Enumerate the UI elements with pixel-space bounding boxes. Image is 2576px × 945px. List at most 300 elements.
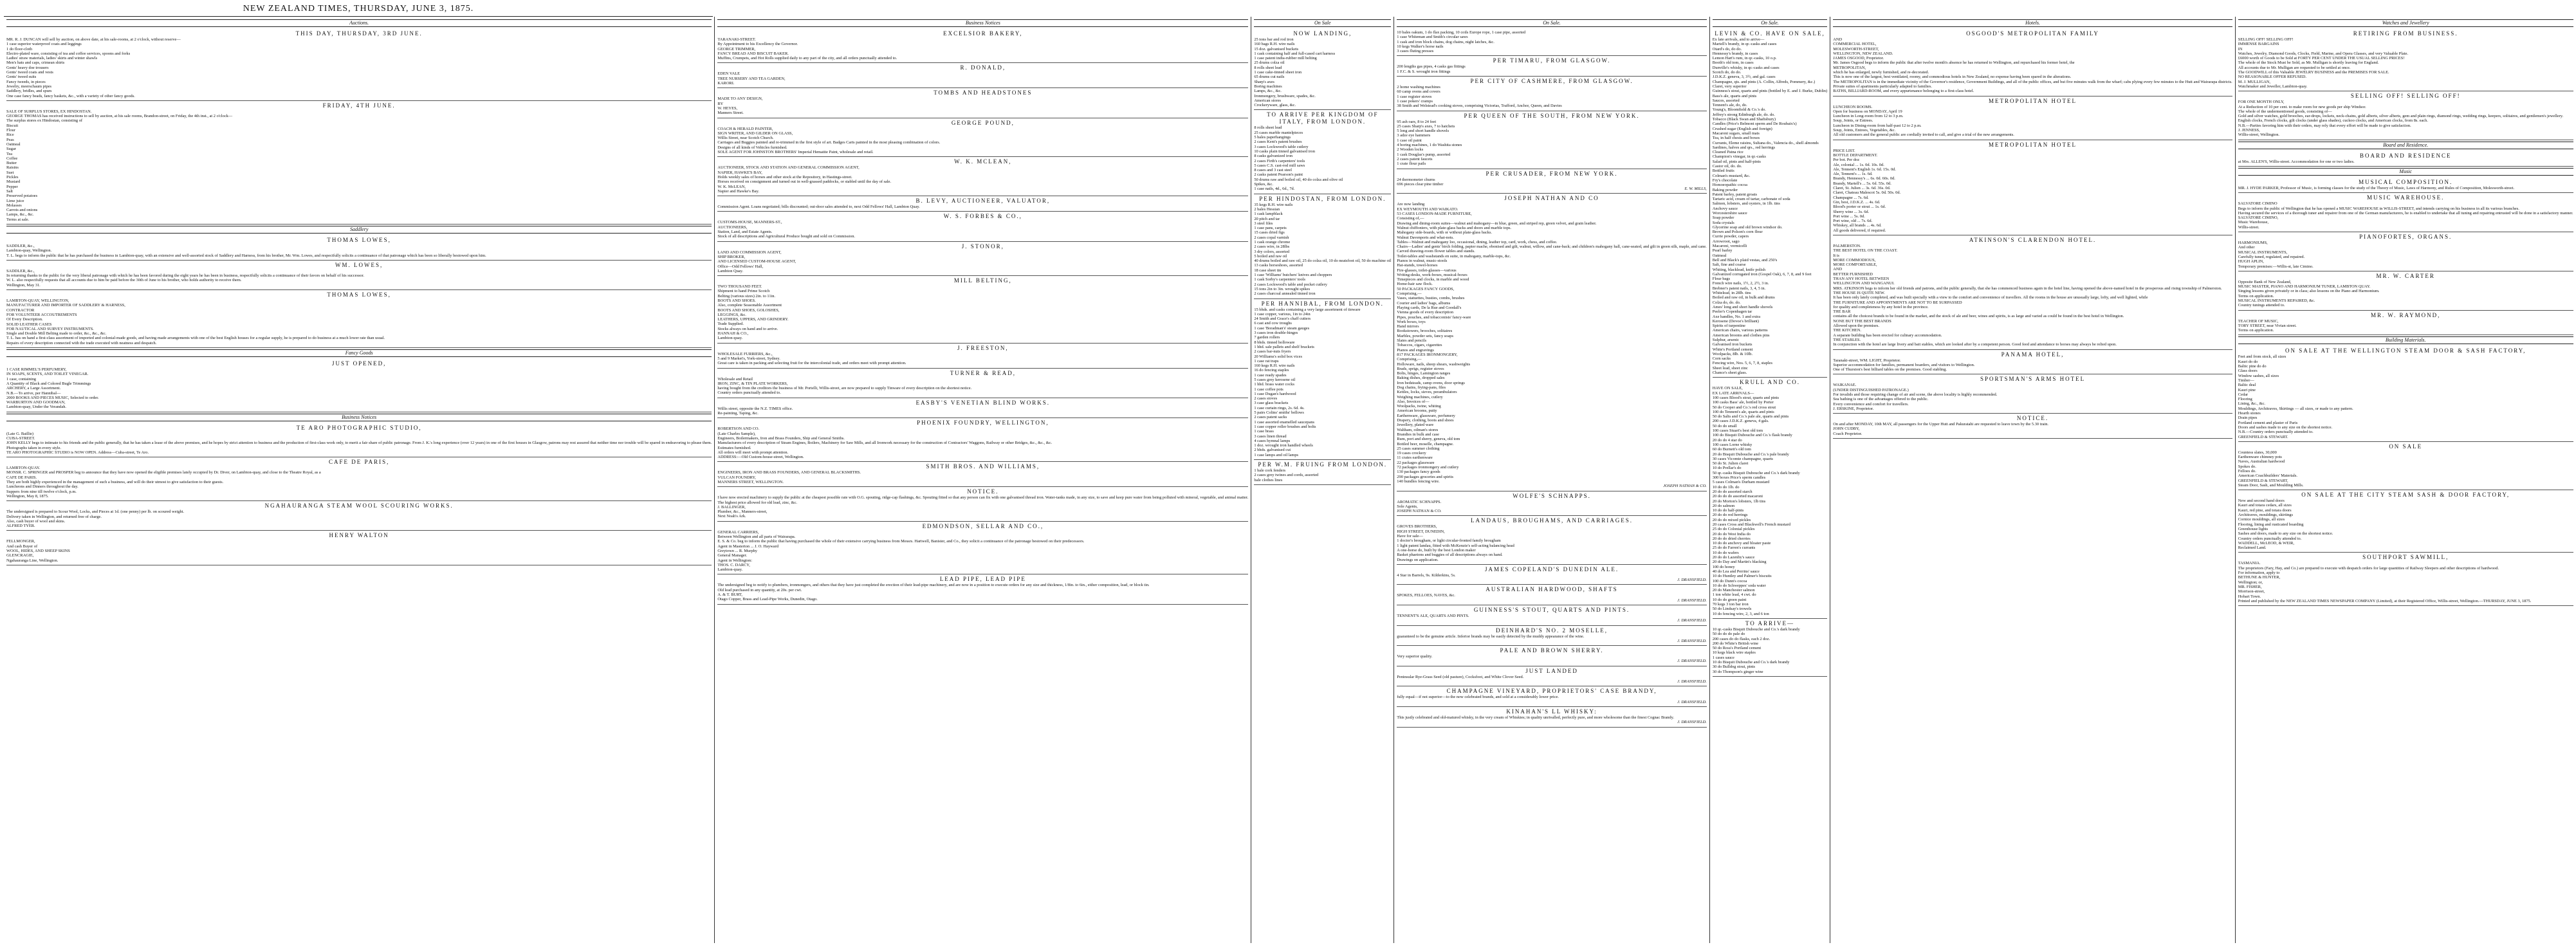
advertisement — [6, 261, 712, 290]
ad-text-line: Tennent's ale, do, do. — [1712, 103, 1747, 108]
ad-text-line: Whitelead, in 28lb. tins — [1712, 291, 1751, 296]
ad-text-line: Ironmongery, brushware, spades, &c. — [1254, 93, 1316, 98]
ad-text-line: A Quantity of Black and Colored Bugle Trimmings — [6, 381, 91, 386]
ad-text-line: Fancy tweeds, in pieces — [6, 79, 46, 84]
ad-text-line: 72 packages ironmongery and cutlery — [1397, 465, 1459, 470]
ad-text-line: Watches, Jewelry, Diamond Goods, Clocks, Field, Marine, and Opera Glasses, and very Valuable Plate. — [2238, 51, 2409, 56]
ad-text-line: SALVATORE CIMINO — [2238, 201, 2277, 206]
ad-text-line: Toilet-tables and washstands en suite, in mahogany, marble-tops, &c. — [1397, 253, 1511, 259]
ad-text-line: Designs of all kinds of Vehicles furnished. — [717, 145, 787, 150]
ad-text-line: 8 rolls sheet lead — [1254, 125, 1282, 131]
advertisement — [717, 522, 1248, 575]
ad-text-line: Luncheon in Long-room from 12 to 3 p.m. — [1833, 114, 1904, 119]
advertisement — [717, 418, 1248, 462]
ad-text-line: FELLMONGER, — [6, 539, 35, 544]
ad-text-line: Feet and from stock, all sizes — [2238, 354, 2286, 360]
ad-text-line: Willis-street. — [2238, 225, 2259, 230]
ad-text-line: 6 cast and cow troughs — [1254, 321, 1292, 326]
ad-text-line: 50 do Lindsay's trowels — [1712, 607, 1752, 612]
ad-text-line: Brebner's patent nails, 3, 4, 5 in. — [1712, 286, 1766, 291]
ad-text-line: Baking powder — [1712, 187, 1738, 192]
ad-text-line: Comprising,— — [1397, 291, 1422, 297]
ad-text-line: 15 doz. galvanised buckets — [1254, 46, 1299, 51]
ad-text-line: Manners Street. — [717, 111, 744, 116]
ad-text-line: CUSTOMS-HOUSE, MANNERS-ST., — [717, 220, 782, 225]
ad-title: EXCELSIOR BAKERY, — [943, 30, 1023, 37]
ad-text-line: 40 drums boiled and raw oil, 25 do colza oil, 10 do neatsfoot oil, 50 do machine oil — [1254, 259, 1392, 264]
ad-text-line: Earthenware chimney pots — [2238, 455, 2282, 460]
ad-text-line: NO REASONABLE OFFER REFUSED. — [2238, 75, 2306, 80]
ad-text-line: Bottled fruits — [1712, 169, 1734, 174]
ad-text-line: Willis Street, near Scotch Church. — [717, 136, 774, 141]
ad-text-line: 1 cask lampblack — [1254, 212, 1283, 217]
ad-text-line: Lime juice — [6, 198, 24, 203]
ad-title: BOARD AND RESIDENCE — [2359, 152, 2452, 159]
ad-text-line: 20 do do dried cherries — [1712, 536, 1751, 541]
ad-text-line: contains all the choicest brands to be found in the market, and the stock of ale and beer, wines and spirits, is as large and varied as could be found in the best hotel in Wellington. — [1833, 314, 2124, 319]
ad-text-line: Jewellery, plated ware — [1397, 423, 1434, 428]
ad-title: PIANOFORTES, ORGANS. — [2359, 234, 2452, 241]
ad-text-line: Jeffrey's strong Edinburgh ale, do. do. — [1712, 112, 1775, 117]
ad-text-line: Willis-street, Wellington. — [2238, 133, 2280, 138]
ad-text-line: Lining, &c., &c. — [2238, 401, 2266, 407]
ad-text-line: 2000 BOOKS AND PIECES MUSIC, Selected to order. — [6, 395, 99, 400]
ad-text-line: TASMANIA. — [2238, 561, 2261, 566]
ad-text-line: Gents' tweed suits — [6, 75, 37, 80]
advertisement — [1397, 605, 1706, 626]
ad-text-line: Agent in Masterton ... J. O. Hayward — [717, 544, 778, 549]
advertisement — [1833, 350, 2232, 375]
ad-text-line: A one-horse do, built by the best London maker — [1397, 547, 1476, 553]
ad-text-line: 25 cases marble mantelpieces — [1254, 130, 1303, 135]
ad-text-line: Commission Agent. Loans negotiated; bills discounted; out-door sales attended to, next Odd Fellows' Hall, Lambton Quay. — [717, 205, 920, 210]
ad-title: KINAHAN'S LL WHISKY: — [1506, 708, 1597, 715]
ad-text-line: COMMERCIAL HOTEL, — [1833, 42, 1877, 47]
section-heading: Business Notices — [6, 414, 712, 421]
ad-text-line: Drapery, clothing, boots and shoes — [1397, 418, 1454, 423]
ad-text-line: WELLINGTON, NEW ZEALAND. — [1833, 51, 1893, 56]
ad-text-line: Ladies' straw materials, ladies' skirts and winter shawls — [6, 56, 98, 61]
ad-text-line: SALE OF SURPLUS STORES, EX HINDOSTAN. — [6, 109, 92, 114]
ad-text-line: EX WEYMOUTH AND WAIKATO. — [1397, 206, 1458, 212]
ad-text-line: Otago Copper, Brass and Lead-Pipe Works, Dunedin, Otago. — [717, 597, 818, 602]
advertisement — [717, 487, 1248, 521]
ad-text-line: BY — [717, 101, 724, 106]
ad-text-line: Gents' tweed coats and vests — [6, 70, 53, 75]
ad-text-line: 2 cases Firth's carpenters' tools — [1254, 158, 1305, 163]
ad-text-line: Timepieces and clocks, in marble and wood — [1397, 277, 1469, 282]
ad-text-line: 2 cases patent faucets — [1397, 156, 1433, 161]
ad-text-line: AND — [1833, 37, 1843, 42]
advertisement — [2238, 346, 2573, 441]
ad-text-line: Kauri pine — [2238, 387, 2256, 392]
ad-text-line: Glass doors — [2238, 369, 2258, 374]
ad-text-line: BOTTLE DEPARTMENT. — [1833, 152, 1878, 158]
ad-text-line: Terms on application. — [2238, 328, 2274, 333]
ad-text-line: Engineers, Boilermakers, Iron and Brass Founders, Ship and General Smiths. — [717, 436, 845, 441]
ad-text-line: 2 cases Lockwood's table and pocket cutlery — [1254, 282, 1327, 287]
ad-text-line: 30 cases Vicomte champagne, quarts — [1712, 456, 1773, 461]
ad-text-line: FOR NAUTICAL AND SURVEY INSTRUMENTS. — [6, 326, 94, 331]
ad-title: LEAD PIPE, LEAD PIPE — [939, 576, 1026, 583]
advertisement — [1833, 374, 2232, 414]
advertisement — [6, 29, 712, 101]
ad-text-line: Wellington, May 8, 1875. — [6, 493, 49, 499]
ad-text-line: Soup, Joints, or Entrees. — [1833, 118, 1873, 124]
ad-text-line: Opposite Bank of New Zealand, — [2238, 279, 2292, 284]
page-column — [1394, 17, 1709, 943]
ad-text-line: 25 do do Colonial pickles — [1712, 527, 1755, 532]
ad-text-line: The undersigned is prepared to Scour Wool, Locks, and Pieces at 1d. (one penny) per lb. on scoured weight. — [6, 509, 185, 515]
ad-text-line: Horses received on consignment and turned out in well-grassed paddocks, or stabled until the day of sale. — [717, 179, 892, 185]
ad-text-line: 15 tons 2in to 3in. wrought spikes — [1254, 286, 1311, 291]
advertisement — [717, 118, 1248, 158]
ad-text-line: 1 case ready spades — [1254, 372, 1287, 378]
ad-text-line: 1 hhd. brass water cocks — [1254, 382, 1294, 387]
ad-title: PER TIMARU, FROM GLASGOW. — [1493, 57, 1611, 64]
advertisement — [1397, 626, 1706, 647]
section-heading: Fancy Goods — [6, 349, 712, 357]
ad-text-line: Iron bedsteads, camp ovens, door springs — [1397, 380, 1465, 385]
ad-text-line: 19 cases crockery — [1397, 451, 1426, 456]
ad-text-line: Basket phaetons and buggies of all descriptions always on hand. — [1397, 553, 1503, 558]
ad-text-line: Mouldings, Architraves, Skirtings — all sizes, or made to any pattern. — [2238, 406, 2353, 411]
ad-text-line: Claret, St. Julien ... 3s. 6d. 36s. 0d. — [1833, 186, 1891, 191]
ad-text-line: 2 cases grey twines and cords, assorted — [1254, 473, 1319, 478]
ad-title: KRULL AND CO. — [1740, 379, 1800, 386]
ad-text-line: BOOTS AND SHOES. — [717, 298, 756, 303]
ad-title: THIS DAY, THURSDAY, 3RD JUNE. — [295, 30, 423, 37]
ad-text-line: 1 case pokers' cramps — [1397, 98, 1433, 104]
ad-text-line: BETHUNE & HUNTER, — [2238, 575, 2281, 580]
ad-text-line: 40 do Lea and Perrins' sauce — [1712, 569, 1760, 574]
advertisement — [1397, 194, 1706, 491]
ad-text-line: Salmon, lobsters, and oysters, in 1lb. tins — [1712, 201, 1780, 206]
ad-text-line: Ale, Tennent's ... 1s. 6d. — [1833, 172, 1873, 177]
ad-text-line: Jewelry, meerschaum pipes — [6, 84, 52, 89]
ad-text-line: It is — [1833, 253, 1840, 258]
ad-text-line: 5 cases grey kerosene oil — [1254, 378, 1296, 382]
ad-text-line: 50 do do small — [1712, 423, 1737, 428]
ad-text-line: Flour bags — [1712, 277, 1730, 282]
ad-text-line: White's Portland cement — [1712, 347, 1753, 352]
ad-text-line: Weighing machines, cutlery — [1397, 394, 1443, 399]
ad-title: OSGOOD'S METROPOLITAN FAMILY — [1966, 30, 2099, 37]
ad-text-line: 290 packages groceries and spirits — [1397, 474, 1453, 479]
ad-title: GUINNESS'S STOUT, QUARTS AND PINTS. — [1473, 606, 1630, 613]
ad-title: FRIDAY, 4TH JUNE. — [322, 102, 396, 109]
ad-text-line: Young's, Bloomfield & Co.'s do. — [1712, 107, 1766, 113]
ad-text-line: Very superior quality. — [1397, 654, 1433, 659]
ad-text-line: 3 dry colors, assorted — [1254, 249, 1289, 254]
advertisement — [717, 88, 1248, 118]
ad-text-line: 1 case rat traps — [1254, 358, 1279, 363]
ad-text-line: FOR VOLUNTEER ACCOUTREMENTS — [6, 312, 77, 317]
ad-title: PER W.M. FRUING FROM LONDON. — [1258, 461, 1388, 468]
ad-text-line: Homoeopathic cocoa — [1712, 183, 1747, 188]
ad-text-line: ARCHERY, a Large Assortment. — [6, 386, 61, 391]
ad-signature: JOSEPH NATHAN & CO. — [1663, 484, 1707, 489]
ad-text-line: Are now landing — [1397, 202, 1425, 207]
ad-title: METROPOLITAN HOTEL — [1989, 97, 2077, 104]
ad-text-line: 1 case lamps and oil lamps — [1254, 452, 1298, 457]
ad-text-line: All orders will meet with prompt attention. — [717, 450, 789, 455]
ad-text-line: Lambton Quay. — [717, 268, 744, 273]
ad-text-line: Estimates furnished. — [717, 445, 751, 450]
ad-text-line: 4 boring machines, 1 do Washita stones — [1397, 143, 1462, 148]
ad-text-line: Also, cash buyer of wool and skins. — [6, 518, 66, 524]
ad-text-line: Cedar — [2238, 392, 2249, 397]
ad-text-line: Office—Odd Fellows' Hall, — [717, 264, 764, 269]
ad-text-line: MR. R. J. DUNCAN will sell by auction, on above date, at his sale-rooms, at 2 o'clock, without reserve— — [6, 37, 181, 42]
ad-text-line: 5 cases C.S. cast-rod mill saws — [1254, 163, 1305, 168]
ad-text-line: 1 case curtain rings, 2s. 6d. 4s. — [1254, 405, 1305, 410]
ad-text-line: In returning thanks to the public for the very liberal patronage with which he has been favored during the eight years he has been in business, respectfully solicits a continuance of their favors on behalf of his successor. — [6, 273, 364, 279]
ad-text-line: ALFRED TYER. — [6, 524, 35, 529]
ad-text-line: 50 do Ross's Portland cement — [1712, 646, 1762, 651]
ad-text-line: Baltic pine do do — [2238, 364, 2267, 369]
ad-text-line: Axe handles, No. 1 and extra — [1712, 314, 1761, 319]
ad-text-line: Sherry wine ... 3s. 6d. — [1833, 209, 1870, 214]
advertisement — [1254, 110, 1391, 194]
ad-text-line: Architraves, mouldings, skirtings — [2238, 513, 2293, 518]
ad-text-line: Anchovy sauce — [1712, 206, 1738, 211]
ad-text-line: 200 cases J.D.K.Z. geneva, 4 gals. — [1712, 419, 1769, 424]
ad-text-line: GROVES BROTHERS, — [1397, 524, 1437, 529]
ad-text-line: 100 do honey — [1712, 564, 1735, 569]
ad-text-line: Holds weekly sales of horses and other stock at the Repository, in Hastings-street. — [717, 174, 852, 179]
ad-text-line: WARBURTON AND GOODMAN, — [6, 400, 66, 405]
ad-text-line: Gold and silver watches, gold brooches, ear-drops, lockets, neck-chains, gold alberts, silver alberts, gem and plain rings, diamond rings, wedding rings, keepers, solitaires, and gentlemen's jewellery. — [2238, 114, 2564, 119]
ad-text-line: Macaroni, vermicelli — [1712, 244, 1747, 249]
ad-text-line: For invalids and those requiring change of air and scene, the above locality is highly recommended. — [1833, 392, 1998, 397]
ad-text-line: The whole of the Stock Must be Sold, as Mr. Mulligan is shortly leaving for England. — [2238, 60, 2379, 66]
ad-text-line: SIGN WRITER, AND GILDER ON GLASS, — [717, 131, 793, 136]
ad-text-line: Drawings on application. — [1397, 557, 1439, 562]
advertisement — [1397, 666, 1706, 687]
ad-title: R. DONALD, — [960, 64, 1006, 71]
columns-container — [4, 17, 2573, 943]
ad-text-line: LUNCHEON ROOMS. — [1833, 104, 1873, 109]
section-heading: Music — [2238, 168, 2573, 176]
ad-text-line: Shipment to hand Prime Scotch — [717, 289, 770, 294]
ad-text-line: Tables—Walnut and mahogany loo, occasional, dining, leather top, card, work, chess, and coffee. — [1397, 239, 1558, 244]
ad-text-line: TREE NURSERY AND TEA GARDEN, — [717, 76, 786, 81]
ad-text-line: Drawing and dining-room suites—walnut and mahogany—in blue, green, and striped rep, green velvet, and grain leather. — [1397, 221, 1597, 226]
ad-text-line: Tea, in half chests and boxes — [1712, 136, 1760, 141]
ad-text-line: LEATHERS, UPPERS, AND GRINDERY. — [717, 317, 789, 322]
ad-text-line: Martell's brandy, in qr.-casks and cases — [1712, 42, 1777, 47]
ad-text-line: 38 Smith and Welstead's cooking stoves, comprising Victorias, Trafford, Anchor, Queen, and Davies — [1397, 104, 1562, 109]
ad-text-line: MR. J. HYDE PARKER, Professor of Music, is forming classes for the study of the Theory of Music, Laws of Harmony, and Rules of Composition, Molesworth-street. — [2238, 185, 2515, 190]
ad-text-line: Pearl barley — [1712, 248, 1733, 253]
ad-text-line: Carrots and onions — [6, 208, 38, 213]
ad-text-line: 1 F.C. & S. wrought iron fittings — [1397, 69, 1451, 74]
ad-text-line: Bell and Black's plaid vestas, and 250's — [1712, 257, 1778, 262]
ad-text-line: Corn sacks — [1712, 356, 1731, 362]
advertisement — [1397, 491, 1706, 517]
ad-text-line: Walnut Davenports and what-nots. — [1397, 235, 1454, 240]
ad-text-line: Reclaimed Land. — [2238, 546, 2267, 551]
ad-title: TO ARRIVE PER KINGDOM OF ITALY, FROM LONDON. — [1267, 111, 1379, 125]
ad-text-line: E. S. & Co. beg to inform the public that having purchased the whole of their extensive carrying business from Messrs. Hartwell, Banister, and Co., they solicit a continuance of the patronage bestowed on their predecessors. — [717, 539, 1085, 544]
ad-text-line: J. JENNESS, — [2238, 128, 2260, 133]
ad-text-line: GENERAL CARRIERS, — [717, 529, 759, 535]
advertisement — [6, 101, 712, 225]
ad-text-line: 1 case 'Boradman's' steam gauges — [1254, 326, 1310, 331]
ad-text-line: 1 case pans, carpets — [1254, 226, 1287, 231]
ad-text-line: 20 pitch and tar — [1254, 216, 1280, 221]
advertisement — [717, 398, 1248, 419]
ad-text-line: THE STABLES. — [1833, 337, 1861, 342]
ad-text-line: 1 do floor-cloth — [6, 46, 32, 51]
ad-text-line: VULCAN FOUNDRY, — [717, 475, 756, 480]
ad-text-line: Country orders punctually attended to. — [717, 390, 781, 396]
ad-text-line: (Late G. Baillie) — [6, 431, 34, 436]
ad-text-line: Re-painting, Taping, &c. — [717, 411, 759, 416]
ad-text-line: MANUFACTURER AND IMPORTER OF SADDLERY & HARNESS, — [6, 303, 125, 308]
ad-text-line: 20 do Manchester salmon — [1712, 588, 1755, 593]
ad-title: SPORTSMAN'S ARMS HOTEL — [1980, 376, 2086, 383]
ad-text-line: Napier and Hawke's Bay. — [717, 188, 759, 194]
ad-text-line: £6000 worth of Goods to be Sold at FORTY PER CENT UNDER THE USUAL SELLING PRICES! — [2238, 56, 2405, 61]
ad-text-line: IN — [2238, 46, 2243, 51]
ad-text-line: having bought from the creditors the business of Mr. Portelli, Willis-street, are now prepared to supply Tinware of every description on the shortest notice. — [717, 386, 972, 391]
ad-text-line: Brandy, Martell's ... 5s. 6d. 55s. 0d. — [1833, 181, 1891, 186]
ad-text-line: Claret, Chateau Malescot 5s. 0d. 50s. 0d. — [1833, 190, 1901, 196]
ad-text-line: 100 do Tennent's ale, quarts and pints — [1712, 409, 1774, 414]
ad-text-line: W. HEYES, — [717, 106, 738, 111]
ad-text-line: The proprietors (Fary, Hay, and Co.) are prepared to execute with despatch orders for large quantities of Railway Sleepers and other descriptions of hardwood. — [2238, 565, 2499, 571]
ad-text-line: 1 cases sauce — [1712, 655, 1734, 660]
ad-text-line: Soda crystals — [1712, 220, 1734, 225]
ad-text-line: which he has enlarged, newly furnished, and re-decorated. — [1833, 70, 1929, 75]
ad-text-line: Hobart Town. — [2238, 594, 2261, 599]
ad-text-line: Vases, statuettes, busties, combs, brushes — [1397, 296, 1465, 301]
ad-text-line: Bottled beer, moselle, champagne. — [1397, 441, 1454, 446]
ad-text-line: 1 case oil paint — [1397, 138, 1422, 143]
ad-title: RETIRING FROM BUSINESS. — [2353, 30, 2458, 37]
advertisement — [717, 29, 1248, 63]
ad-text-line: Oatmeal — [6, 142, 21, 147]
ad-text-line: Peas — [6, 137, 14, 142]
ad-text-line: Kettles, locks, sieves, perambulators — [1397, 390, 1457, 395]
section-heading: Board and Residence. — [2238, 142, 2573, 149]
ad-text-line: 60 camp ovens and covers — [1397, 89, 1440, 95]
ad-text-line: The whole of the undermentioned goods, consisting of— — [2238, 109, 2332, 114]
advertisement — [1397, 707, 1706, 728]
ad-text-line: NONE BUT THE BEST BRANDS — [1833, 318, 1891, 324]
ad-text-line: Lamps, &c., &c. — [1254, 89, 1282, 94]
ad-text-line: Felloes do. — [2238, 469, 2256, 473]
ad-text-line: Gin, best, J.D.K.Z. ... 4s. 6d. — [1833, 199, 1881, 205]
ad-text-line: AUCTIONEERS, — [717, 225, 748, 230]
ad-title: ATKINSON'S CLARENDON HOTEL. — [1969, 236, 2097, 243]
ad-title: PER CITY OF CASHMERE, FROM GLASGOW. — [1470, 78, 1633, 85]
ad-text-line: Every convenience and comfort for travellers. — [1833, 401, 1909, 407]
ad-text-line: 70 kegs 3 ton bar iron — [1712, 602, 1749, 607]
advertisement — [1713, 29, 1827, 378]
ad-text-line: THOS. C. DARCY, — [717, 562, 750, 567]
ad-text-line: Woolpacks, twine, whiting — [1397, 404, 1441, 409]
ad-text-line: 2 cases stoves — [1254, 396, 1278, 401]
ad-text-line: LEGGINGS, &c. — [717, 312, 746, 317]
ad-title: JUST OPENED, — [331, 360, 387, 367]
ad-title: J. FREESTON, — [957, 344, 1009, 351]
ad-signature: J. DRANSFIELD. — [1677, 578, 1707, 583]
ad-text-line: Greenhouse lights — [2238, 526, 2268, 531]
ad-text-line: 30 do Thompson's ginger wine — [1712, 669, 1763, 674]
advertisement — [1397, 56, 1706, 77]
ad-title: NOTICE. — [2016, 415, 2049, 422]
ad-text-line: Suet — [6, 170, 14, 175]
ad-title: HENRY WALTON — [329, 532, 389, 539]
ad-text-line: GEORGE THOMAS has received instructions to sell by auction, at his sale rooms, Brandon-street, on Friday, the 4th inst., at 2 o'clock— — [6, 114, 233, 119]
ad-text-line: MADE TO ANY DESIGN, — [717, 96, 763, 102]
section-heading: Hotels. — [1833, 19, 2232, 27]
ad-text-line: HANNAH & CO., — [717, 331, 749, 336]
ad-text-line: 25 drums colza oil — [1254, 60, 1285, 66]
advertisement — [1397, 111, 1706, 169]
ad-text-line: 20 do do red herrings — [1712, 513, 1748, 518]
ad-title: W. K. MCLEAN, — [954, 158, 1012, 165]
ad-text-line: 20 do Bisquit Dubouche and Co.'s pale brandy — [1712, 452, 1789, 457]
ad-text-line: Per bot. Per doz — [1833, 158, 1860, 163]
ad-text-line: JOHN KELLY begs to intimate to his friends and the public generally, that he has taken a lease of the above premises, and he hopes by strict attention to business and the production of first-class work only, to merit a fair share of public patronage. From J. K.'s long experience (over 12 years) in one of the first houses in Glasgow, patrons may rest assured that neither time nor trouble will be spared in endeavoring to please them. — [6, 441, 712, 446]
ad-text-line: Ngahauranga Line, Wellington. — [6, 558, 59, 563]
ad-text-line: 1 doz. wrought iron handled wheels — [1254, 443, 1313, 448]
ad-text-line: Ames' long and short handle shovels — [1712, 304, 1773, 309]
ad-text-line: Hennessy's brandy, in cases — [1712, 51, 1758, 56]
ad-text-line: 1 cask and iron block chains, dog chains, night latches, &c. — [1397, 39, 1495, 44]
ad-text-line: 50 do St. Julien claret — [1712, 461, 1749, 466]
ad-text-line: 10 casks plain tinned galvanised iron — [1254, 149, 1315, 154]
ad-signature: J. DRANSFIELD. — [1677, 638, 1707, 643]
section-heading: Auctions. — [6, 19, 712, 27]
ad-text-line: EDEN VALE — [717, 71, 741, 77]
ad-text-line: JOHN CUDBY, — [1833, 427, 1860, 432]
ad-text-line: Port wine ... 5s. 0d. — [1833, 214, 1865, 219]
ad-text-line: Colman's mustard, &c. — [1712, 173, 1751, 178]
advertisement — [717, 212, 1248, 241]
ad-text-line: Country tunings attended to. — [2238, 303, 2285, 308]
ad-text-line: Home-hair saw flock. — [1397, 282, 1433, 287]
advertisement — [717, 157, 1248, 196]
ad-text-line: Sharp's axes — [1254, 79, 1274, 84]
ad-text-line: 100 cases Blood's stout, quarts and pints — [1712, 395, 1779, 400]
ad-text-line: And cash Buyer of — [6, 544, 38, 549]
page-column — [4, 17, 715, 943]
ad-text-line: Bolts, hinges, Lamington ranges — [1397, 371, 1451, 376]
ad-text-line: 10 do Prellar's do — [1712, 466, 1742, 471]
advertisement — [1397, 169, 1706, 194]
ad-text-line: Wellington, May 31. — [6, 282, 41, 288]
ad-text-line: GREENFIELD & STEWART. — [2238, 434, 2288, 439]
ad-title: WM. LOWES, — [335, 261, 383, 268]
ad-title: PER QUEEN OF THE SOUTH, FROM NEW YORK. — [1464, 112, 1640, 119]
ad-text-line: 1 cask Douglas's pump, assorted — [1397, 152, 1451, 157]
ad-text-line: WADDELL, McLEOD, & WEIR, — [2238, 540, 2294, 546]
ad-text-line: JAMES OSGOOD, Proprietor. — [1833, 56, 1884, 61]
ad-text-line: 2 cases patent sacks — [1254, 415, 1287, 420]
ad-text-line: JOSEPH NATHAN & CO. — [1397, 509, 1442, 514]
ad-text-line: MOLESWORTH-STREET, — [1833, 46, 1879, 51]
ad-text-line: 15 bhds. and casks containing a very large assortment of tinware — [1254, 307, 1361, 312]
ad-text-line: Open for business on MONDAY, April 19 — [1833, 109, 1902, 114]
ad-text-line: Walnut chiffoniers, with plate-glass backs and doors and marble tops. — [1397, 225, 1512, 230]
ad-text-line: 2 bales Hessian — [1254, 206, 1280, 212]
ad-title: WOLFE'S SCHNAPPS. — [1513, 492, 1591, 499]
